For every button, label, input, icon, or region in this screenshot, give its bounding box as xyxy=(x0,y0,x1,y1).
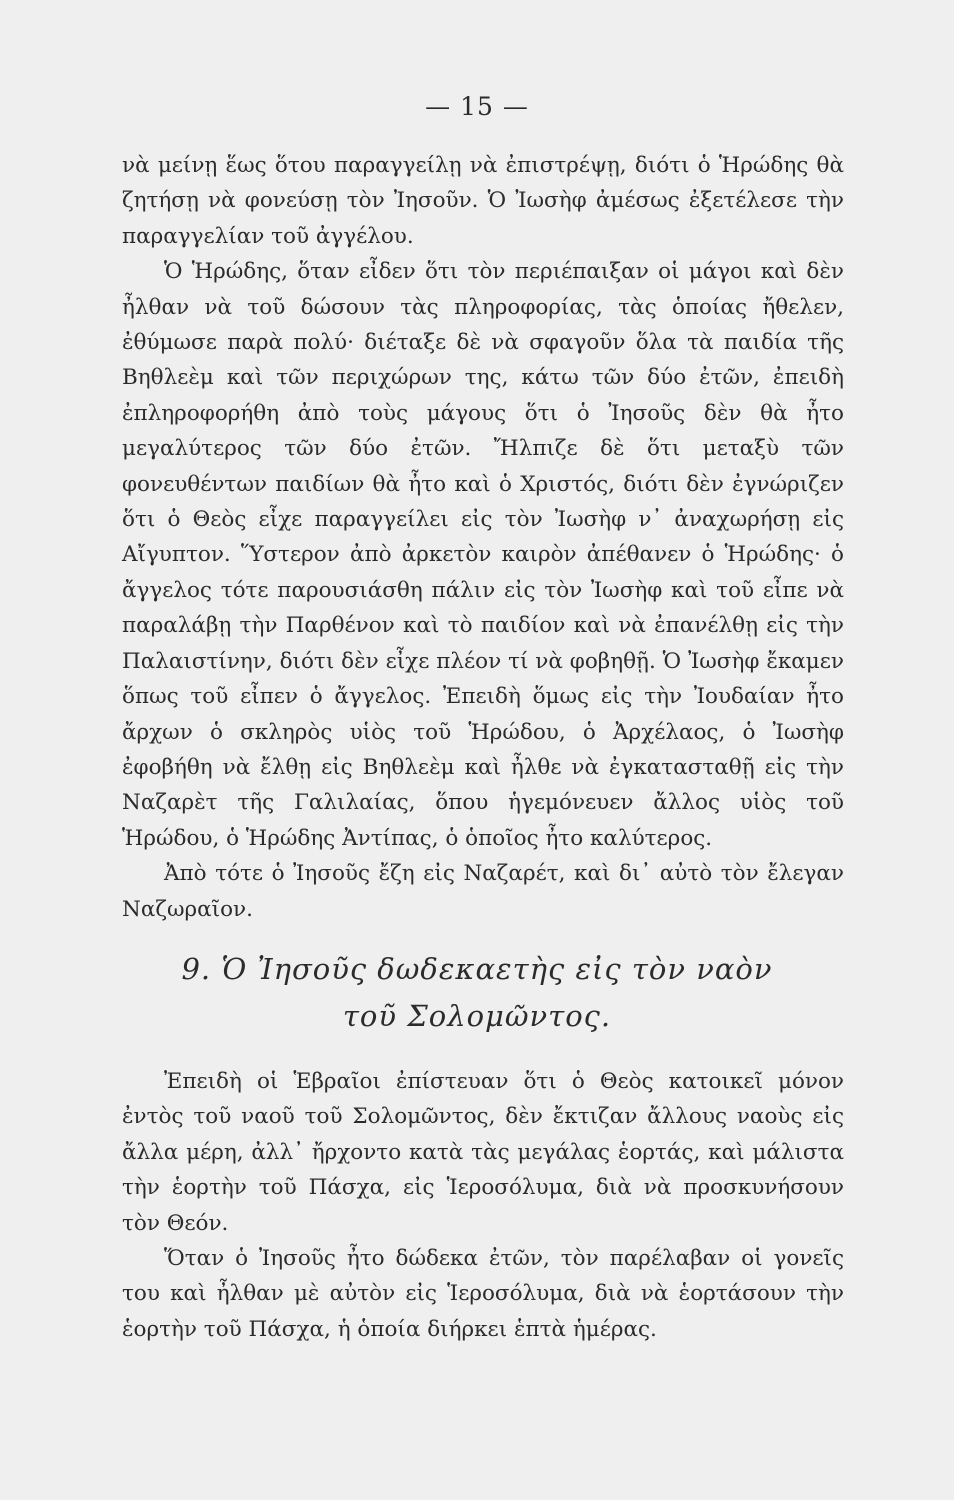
section-heading-line: τοῦ Σολομῶντος. xyxy=(342,999,612,1033)
paragraph: νὰ μείνῃ ἕως ὅτου παραγγείλῃ νὰ ἐπιστρέψῃ, διότι ὁ Ἡρώδης θὰ ζητήσῃ νὰ φονεύσῃ τὸν Ἰησοῦν. Ὁ Ἰωσὴφ ἀμέσως ἐξετέλεσε τὴν παραγγελίαν τοῦ ἀγγέλου. xyxy=(122,153,844,249)
paragraph: Ἀπὸ τότε ὁ Ἰησοῦς ἔζη εἰς Ναζαρέτ, καὶ δι᾽ αὐτὸ τὸν ἔλεγαν Ναζωραῖον. xyxy=(122,861,844,922)
paragraph: Ὁ Ἡρώδης, ὅταν εἶδεν ὅτι τὸν περιέπαιξαν οἱ μάγοι καὶ δὲν ἦλθαν νὰ τοῦ δώσουν τὰς πληροφορίας, τὰς ὁποίας ἤθελεν, ἐθύμωσε παρὰ πολύ· διέταξε δὲ νὰ σφαγοῦν ὅλα τὰ παιδία τῆς Βηθλεὲμ καὶ τῶν περιχώρων της, κάτω τῶν δύο ἐτῶν, ἐπειδὴ ἐπληροφορήθη ἀπὸ τοὺς μάγους ὅτι ὁ Ἰησοῦς δὲν θὰ ἦτο μεγαλύτερος τῶν δύο ἐτῶν. Ἤλπιζε δὲ ὅτι μεταξὺ τῶν φονευθέντων παιδίων θὰ ἦτο καὶ ὁ Χριστός, διότι δὲν ἐγνώριζεν ὅτι ὁ Θεὸς εἶχε παραγγείλει εἰς τὸν Ἰωσὴφ ν᾽ ἀναχωρήσῃ εἰς Αἴγυπτον. Ὕστερον ἀπὸ ἀρκετὸν καιρὸν ἀπέθανεν ὁ Ἡρώδης· ὁ ἄγγελος τότε παρουσιάσθη πάλιν εἰς τὸν Ἰωσὴφ καὶ τοῦ εἶπε νὰ παραλάβῃ τὴν Παρθένον καὶ τὸ παιδίον καὶ νὰ ἐπανέλθῃ εἰς τὴν Παλαιστίνην, διότι δὲν εἶχε πλέον τί νὰ φοβηθῇ. Ὁ Ἰωσὴφ ἔκαμεν ὅπως τοῦ εἶπεν ὁ ἄγγελος. Ἐπειδὴ ὅμως εἰς τὴν Ἰουδαίαν ἦτο ἄρχων ὁ σκληρὸς υἱὸς τοῦ Ἡρώδου, ὁ Ἀρχέλαος, ὁ Ἰωσὴφ ἐφοβήθη νὰ ἔλθῃ εἰς Βηθλεὲμ καὶ ἦλθε νὰ ἐγκατασταθῇ εἰς τὴν Ναζαρὲτ τῆς Γαλιλαίας, ὅπου ἡγεμόνευεν ἄλλος υἱὸς τοῦ Ἡρώδου, ὁ Ἡρώδης Ἀντίπας, ὁ ὁποῖος ἦτο καλύτερος. xyxy=(122,259,844,851)
section-heading xyxy=(0,946,954,1040)
paragraph: Ἐπειδὴ οἱ Ἑβραῖοι ἐπίστευαν ὅτι ὁ Θεὸς κατοικεῖ μόνον ἐντὸς τοῦ ναοῦ τοῦ Σολομῶντος, δὲν ἔκτιζαν ἄλλους ναοὺς εἰς ἄλλα μέρη, ἀλλ᾽ ἤρχοντο κατὰ τὰς μεγάλας ἑορτάς, καὶ μάλιστα τὴν ἑορτὴν τοῦ Πάσχα, εἰς Ἱεροσόλυμα, διὰ νὰ προσκυνήσουν τὸν Θεόν. xyxy=(122,1069,844,1236)
page-number: — 15 — xyxy=(425,92,529,121)
paragraph: Ὅταν ὁ Ἰησοῦς ἦτο δώδεκα ἐτῶν, τὸν παρέλαβαν οἱ γονεῖς του καὶ ἦλθαν μὲ αὐτὸν εἰς Ἱεροσόλυμα, διὰ νὰ ἑορτάσουν τὴν ἑορτὴν τοῦ Πάσχα, ἡ ὁποία διήρκει ἑπτὰ ἡμέρας. xyxy=(122,1246,844,1342)
body-text-section-9 xyxy=(122,1064,844,1347)
section-heading-line: 9. Ὁ Ἰησοῦς δωδεκαετὴς εἰς τὸν ναὸν xyxy=(181,952,773,986)
body-text-section-8 xyxy=(122,148,844,927)
